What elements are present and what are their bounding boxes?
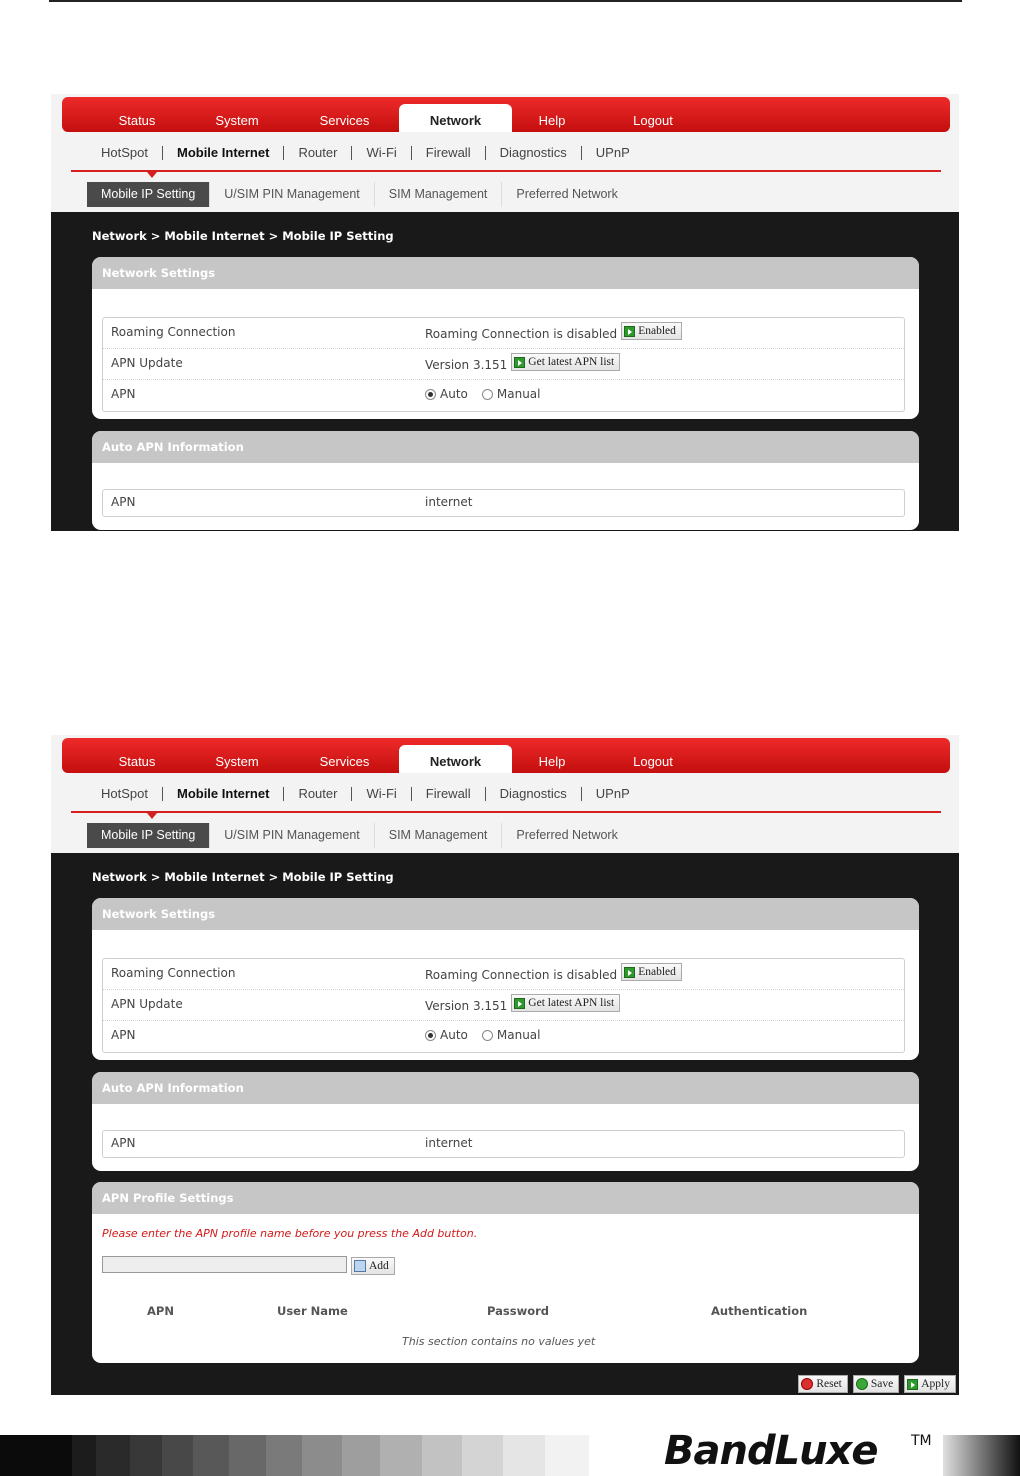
apn-manual-label: Manual (496, 1028, 541, 1042)
swatch (545, 1435, 589, 1476)
reset-button[interactable] (798, 1375, 848, 1393)
tab-help[interactable]: Help (538, 754, 566, 769)
tab-services[interactable]: Services (319, 754, 370, 769)
subnav-mobile-internet[interactable]: Mobile Internet (163, 787, 284, 801)
subnav-hotspot[interactable]: HotSpot (91, 787, 163, 801)
apn-label: APN (111, 387, 136, 401)
subnav-mobile-internet[interactable]: Mobile Internet (163, 146, 284, 160)
button-label: Enabled (638, 325, 676, 337)
apn-auto-label: Auto (440, 1028, 468, 1042)
swatch (130, 1435, 162, 1476)
subtab-mobile-ip-setting[interactable]: Mobile IP Setting (87, 823, 210, 848)
apn-update-label: APN Update (111, 997, 183, 1011)
subtab-mobile-ip-setting[interactable]: Mobile IP Setting (87, 182, 210, 207)
swatch (503, 1435, 545, 1476)
panel-title: Auto APN Information (92, 431, 919, 463)
column-authentication: Authentication (711, 1304, 808, 1318)
swatch (193, 1435, 229, 1476)
subtab-preferred-network[interactable]: Preferred Network (516, 828, 618, 842)
panel-title: Auto APN Information (92, 1072, 919, 1104)
panel-title: Network Settings (92, 257, 919, 289)
tab-help[interactable]: Help (538, 113, 566, 128)
auto-apn-row (103, 1131, 904, 1157)
apn-manual-radio[interactable] (482, 1030, 493, 1041)
swatch (96, 1435, 130, 1476)
roaming-enable-button[interactable] (621, 963, 682, 981)
subnav-router[interactable]: Router (284, 146, 352, 160)
breadcrumb: Network > Mobile Internet > Mobile IP Setting (92, 870, 394, 884)
main-nav-bar (62, 97, 950, 132)
subtab-preferred-network[interactable]: Preferred Network (516, 187, 618, 201)
auto-apn-table (102, 489, 905, 517)
roaming-row (103, 318, 904, 349)
apply-button[interactable] (904, 1375, 956, 1393)
subnav-diagnostics[interactable]: Diagnostics (486, 787, 582, 801)
warning-text: Please enter the APN profile name before you press the Add button. (102, 1227, 478, 1240)
breadcrumb: Network > Mobile Internet > Mobile IP Setting (92, 229, 394, 243)
swatch (422, 1435, 462, 1476)
column-user-name: User Name (277, 1304, 348, 1318)
subnav-upnp[interactable]: UPnP (595, 145, 630, 160)
subtab-sim-management[interactable]: SIM Management (375, 823, 503, 848)
settings-table (102, 958, 905, 1053)
trademark-mark: TM (911, 1433, 932, 1449)
apn-manual-label: Manual (496, 387, 541, 401)
swatch (266, 1435, 302, 1476)
content-area (51, 853, 959, 1395)
swatch (229, 1435, 266, 1476)
swatch (72, 1435, 96, 1476)
tab-status[interactable]: Status (118, 754, 156, 769)
tab-status[interactable]: Status (118, 113, 156, 128)
tab-logout[interactable]: Logout (633, 754, 673, 769)
tab-network[interactable]: Network (399, 104, 512, 132)
play-icon (514, 998, 525, 1009)
save-icon (856, 1378, 868, 1390)
subnav-hotspot[interactable]: HotSpot (91, 146, 163, 160)
settings-table (102, 317, 905, 412)
apn-update-row (103, 990, 904, 1021)
apn-auto-radio[interactable] (425, 1030, 436, 1041)
tab-network[interactable]: Network (399, 745, 512, 773)
subtab-usim-pin-management[interactable]: U/SIM PIN Management (210, 182, 374, 207)
action-buttons (798, 1375, 956, 1393)
swatch (342, 1435, 380, 1476)
content-area (51, 212, 959, 531)
apn-row (103, 380, 904, 411)
save-button[interactable] (853, 1375, 899, 1393)
swatch (0, 1435, 72, 1476)
play-icon (624, 326, 635, 337)
button-label: Get latest APN list (528, 356, 615, 368)
apn-version: Version 3.151 (425, 358, 508, 372)
apn-manual-radio[interactable] (482, 389, 493, 400)
active-marker-icon (147, 813, 157, 819)
get-apn-list-button[interactable] (511, 994, 620, 1012)
subtab-sim-management[interactable]: SIM Management (375, 182, 503, 207)
auto-apn-value: internet (425, 1136, 473, 1150)
apn-version: Version 3.151 (425, 999, 508, 1013)
auto-apn-panel (92, 431, 919, 530)
sub-nav (91, 785, 644, 803)
apn-label: APN (111, 1028, 136, 1042)
roaming-label: Roaming Connection (111, 966, 236, 980)
roaming-row (103, 959, 904, 990)
play-icon (907, 1379, 918, 1390)
roaming-label: Roaming Connection (111, 325, 236, 339)
panel-title: APN Profile Settings (92, 1182, 919, 1214)
auto-apn-table (102, 1130, 905, 1158)
button-label: Apply (921, 1378, 950, 1390)
roaming-status: Roaming Connection is disabled (425, 968, 618, 982)
auto-apn-value: internet (425, 495, 473, 509)
swatch (462, 1435, 504, 1476)
subnav-divider (71, 170, 941, 172)
swatch (380, 1435, 422, 1476)
panel-title: Network Settings (92, 898, 919, 930)
column-password: Password (487, 1304, 549, 1318)
subnav-wifi[interactable]: Wi-Fi (352, 787, 411, 801)
button-label: Add (369, 1260, 389, 1272)
page-top-rule (49, 0, 962, 2)
subnav-firewall[interactable]: Firewall (412, 146, 486, 160)
network-settings-panel (92, 898, 919, 1060)
tab-system[interactable]: System (215, 754, 259, 769)
screenshot-mobile-ip-setting-2 (51, 735, 959, 1395)
screenshot-mobile-ip-setting-1 (51, 94, 959, 531)
button-label: Enabled (638, 966, 676, 978)
roaming-status: Roaming Connection is disabled (425, 327, 618, 341)
apn-profile-name-input[interactable] (102, 1256, 347, 1273)
auto-apn-row (103, 490, 904, 516)
swatch (162, 1435, 194, 1476)
network-settings-panel (92, 257, 919, 419)
button-label: Get latest APN list (528, 997, 615, 1009)
swatch (302, 1435, 342, 1476)
subnav-upnp[interactable]: UPnP (595, 786, 630, 801)
subnav-router[interactable]: Router (284, 787, 352, 801)
add-button[interactable] (351, 1257, 395, 1275)
subnav-diagnostics[interactable]: Diagnostics (486, 146, 582, 160)
apn-update-label: APN Update (111, 356, 183, 370)
apn-update-row (103, 349, 904, 380)
sub-tabs (87, 182, 632, 207)
play-icon (624, 967, 635, 978)
apn-profile-panel (92, 1182, 919, 1363)
tab-system[interactable]: System (215, 113, 259, 128)
button-label: Save (870, 1378, 894, 1390)
subtab-usim-pin-management[interactable]: U/SIM PIN Management (210, 823, 374, 848)
column-apn: APN (147, 1304, 174, 1318)
auto-apn-label: APN (111, 1136, 136, 1150)
auto-apn-label: APN (111, 495, 136, 509)
empty-table-message: This section contains no values yet (402, 1335, 596, 1348)
tab-logout[interactable]: Logout (633, 113, 673, 128)
apn-auto-label: Auto (440, 387, 468, 401)
bandluxe-logo: BandLuxe (664, 1428, 878, 1474)
play-icon (514, 357, 525, 368)
roaming-enable-button[interactable] (621, 322, 682, 340)
subnav-wifi[interactable]: Wi-Fi (352, 146, 411, 160)
add-page-icon (354, 1260, 366, 1272)
auto-apn-panel (92, 1072, 919, 1171)
subnav-divider (71, 811, 941, 813)
subnav-firewall[interactable]: Firewall (412, 787, 486, 801)
sub-tabs (87, 823, 632, 848)
tab-services[interactable]: Services (319, 113, 370, 128)
sub-nav (91, 144, 644, 162)
reset-icon (801, 1378, 813, 1390)
button-label: Reset (816, 1378, 842, 1390)
swatch (943, 1435, 1020, 1476)
main-nav-bar (62, 738, 950, 773)
active-marker-icon (147, 172, 157, 178)
apn-auto-radio[interactable] (425, 389, 436, 400)
get-apn-list-button[interactable] (511, 353, 620, 371)
apn-row (103, 1021, 904, 1052)
